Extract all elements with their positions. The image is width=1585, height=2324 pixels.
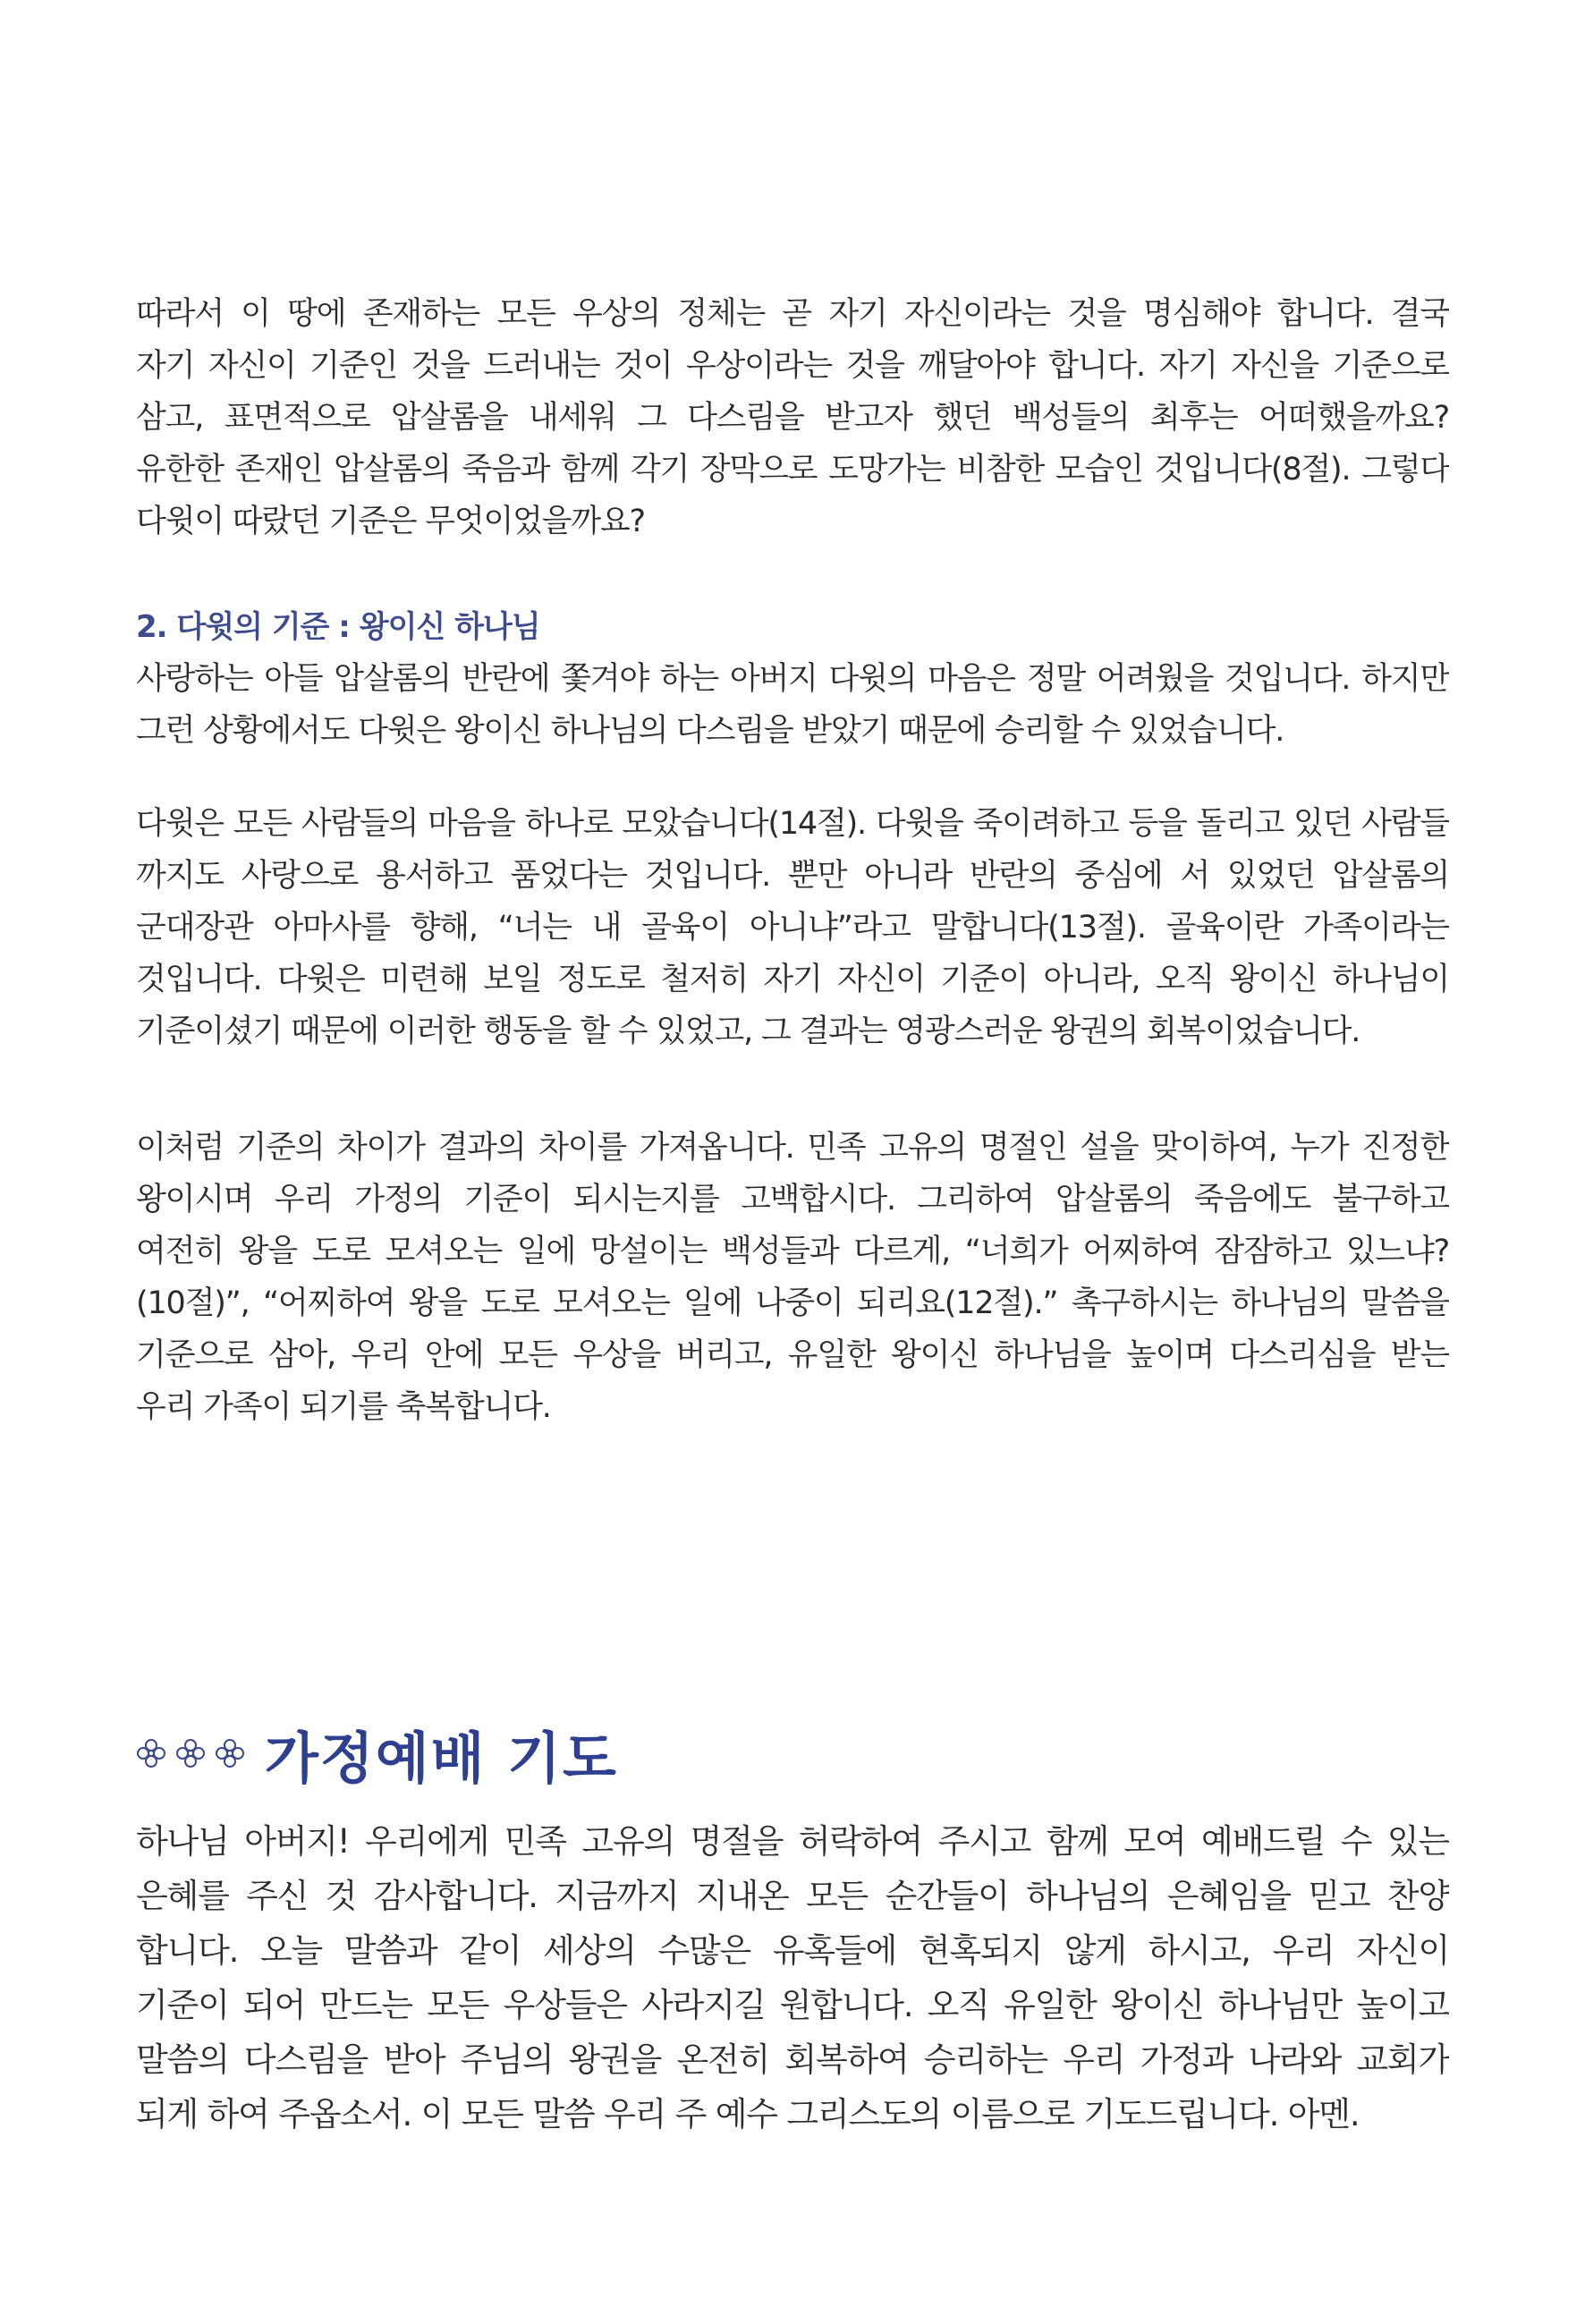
paragraph-line: 유한한 존재인 압살롬의 죽음과 함께 각기 장막으로 도망가는 비참한 모습인 것입니다(8절). 그렇다 [136,452,1449,488]
prayer-line: 합니다. 오늘 말씀과 같이 세상의 수많은 유혹들에 현혹되지 않게 하시고, 우리 자신이 [136,1931,1449,1970]
prayer-line: 하나님 아버지! 우리에게 민족 고유의 명절을 허락하여 주시고 함께 모여 예배드릴 수 있는 [136,1822,1449,1861]
prayer-text [136,1814,1449,2142]
paragraph-line: 자기 자신이 기준인 것을 드러내는 것이 우상이라는 것을 깨달아야 합니다. 자기 자신을 기준으로 [136,348,1449,384]
paragraph-line: 따라서 이 땅에 존재하는 모든 우상의 정체는 곧 자기 자신이라는 것을 명심해야 합니다. 결국 [136,296,1449,332]
paragraph-idols [136,288,1449,547]
paragraph-line: 다윗은 모든 사람들의 마음을 하나로 모았습니다(14절). 다윗을 죽이려하고 등을 돌리고 있던 사람들 [136,806,1449,842]
prayer-line: 은혜를 주신 것 감사합니다. 지금까지 지내온 모든 순간들이 하나님의 은혜임을 믿고 찬양 [136,1877,1449,1915]
paragraph-line: 군대장관 아마사를 향해, “너는 내 골육이 아니냐”라고 말합니다(13절). 골육이란 가족이라는 [136,910,1449,946]
prayer-title: 가정예배 기도 [265,1725,618,1791]
paragraph-line: 이처럼 기준의 차이가 결과의 차이를 가져옵니다. 민족 고유의 명절인 설을 맞이하여, 누가 진정한 [136,1130,1449,1166]
paragraph-line: 여전히 왕을 도로 모셔오는 일에 망설이는 백성들과 다르게, “너희가 어찌하여 잠잠하고 있느냐? [136,1234,1449,1269]
paragraph-line: 다윗이 따랐던 기준은 무엇이었을까요? [136,504,645,539]
paragraph-line: 우리 가족이 되기를 축복합니다. [136,1389,551,1425]
paragraph-line: 삼고, 표면적으로 압살롬을 내세워 그 다스림을 받고자 했던 백성들의 최후는 어떠했을까요? [136,400,1449,436]
prayer-header [136,1718,618,1789]
prayer-line: 말씀의 다스림을 받아 주님의 왕권을 온전히 회복하여 승리하는 우리 가정과 나라와 교회가 [136,2040,1449,2079]
paragraph-line: (10절)”, “어찌하여 왕을 도로 모셔오는 일에 나중이 되리요(12절).” 촉구하시는 하나님의 말씀을 [136,1285,1449,1321]
flower-ornament-icon [215,1738,245,1768]
prayer-line: 기준이 되어 만드는 모든 우상들은 사라지길 원합니다. 오직 유일한 왕이신 하나님만 높이고 [136,1986,1449,2024]
flower-ornament-icon [136,1738,166,1768]
paragraph-conclusion [136,1122,1449,1433]
paragraph-line: 사랑하는 아들 압살롬의 반란에 쫓겨야 하는 아버지 다윗의 마음은 정말 어려웠을 것입니다. 하지만 [136,661,1449,697]
paragraph-line: 기준으로 삼아, 우리 안에 모든 우상을 버리고, 유일한 왕이신 하나님을 높이며 다스리심을 받는 [136,1337,1449,1373]
section-david-standard [136,601,1449,757]
paragraph-line: 왕이시며 우리 가정의 기준이 되시는지를 고백합시다. 그리하여 압살롬의 죽음에도 불구하고 [136,1182,1449,1217]
paragraph-david-unity [136,798,1449,1057]
paragraph-line: 까지도 사랑으로 용서하고 품었다는 것입니다. 뿐만 아니라 반란의 중심에 서 있었던 압살롬의 [136,858,1449,894]
paragraph-line: 기준이셨기 때문에 이러한 행동을 할 수 있었고, 그 결과는 영광스러운 왕권의 회복이었습니다. [136,1014,1360,1049]
paragraph-line: 그런 상황에서도 다윗은 왕이신 하나님의 다스림을 받았기 때문에 승리할 수 있었습니다. [136,713,1284,749]
section-heading: 2. 다윗의 기준 : 왕이신 하나님 [136,609,540,645]
prayer-line: 되게 하여 주옵소서. 이 모든 말씀 우리 주 예수 그리스도의 이름으로 기도드립니다. 아멘. [136,2095,1360,2133]
paragraph-line: 것입니다. 다윗은 미련해 보일 정도로 철저히 자기 자신이 기준이 아니라, 오직 왕이신 하나님이 [136,962,1449,997]
flower-ornament-icon [175,1738,206,1768]
